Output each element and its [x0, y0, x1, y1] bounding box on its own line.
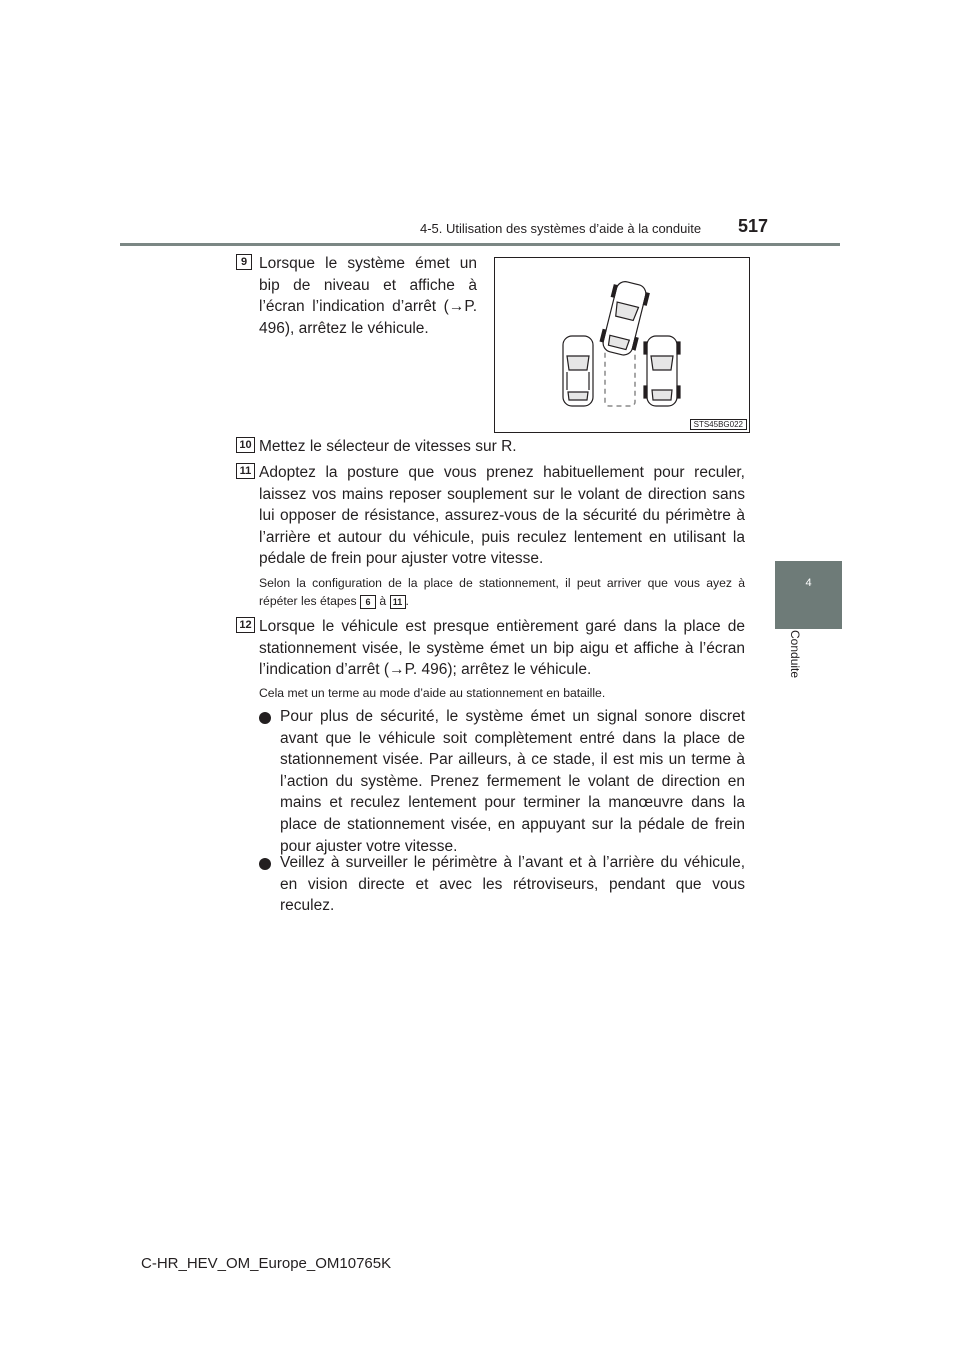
parking-illustration: [494, 257, 750, 433]
document-footer: C-HR_HEV_OM_Europe_OM10765K: [141, 1255, 392, 1272]
chapter-number: 4: [805, 577, 812, 589]
bullet-1-text: Pour plus de sécurité, le système émet un signal sonore discret avant que le véhicule soit complètement entré dans la place de stationnement visée. Par ailleurs, à ce stade, il est mis un terme à l’action du système. Prenez fermement le volant de direction en mains et reculez lentement pour terminer la manœuvre dans la place de stationnement visée, en appuyant sur la pédale de frein pour ajuster votre vitesse.: [280, 708, 745, 855]
step-10-text: Mettez le sélecteur de vitesses sur R.: [259, 438, 517, 455]
step-badge-11: 11: [236, 463, 255, 479]
bullet-icon: [259, 712, 271, 724]
parked-car-right: [644, 336, 680, 406]
parked-car-left: [563, 336, 593, 406]
step-9-text: Lorsque le système émet un bip de niveau et affiche à l’écran l’indication d’arrêt (→P. 496), arrêtez le véhicule.: [259, 255, 477, 337]
step-11-text: Adoptez la posture que vous prenez habituellement pour reculer, laissez vos mains reposer souplement sur le volant de direction sans lui opposer de résistance, assurez-vous de la sécurité du périmètre à l’arrière et autour du véhicule, puis reculez lentement en utilisant la pédale de frein pour ajuster votre vitesse.: [259, 464, 745, 568]
step-badge-10: 10: [236, 437, 255, 453]
section-title: 4-5. Utilisation des systèmes d’aide à la conduite: [420, 221, 702, 236]
step-badge-9: 9: [236, 254, 252, 270]
note-badge-from: 6: [360, 595, 376, 609]
chapter-label: Conduite: [788, 630, 802, 679]
note-text-before: Selon la configuration de la place de stationnement, il peut arriver que vous ayez à répéter les étapes: [259, 576, 745, 608]
bullet-2-text: Veillez à surveiller le périmètre à l’avant et à l’arrière du véhicule, en vision directe et avec les rétroviseurs, pendant que vous reculez.: [280, 854, 745, 915]
figure-code: STS45BG022: [690, 419, 747, 430]
chapter-tab: [775, 561, 842, 629]
note-badge-to: 11: [390, 595, 406, 609]
bullet-icon: [259, 858, 271, 870]
step-11-note: [259, 574, 745, 610]
page-number: 517: [738, 216, 769, 236]
header-divider: [120, 243, 840, 246]
step-12-note: Cela met un terme au mode d’aide au stationnement en bataille.: [259, 686, 606, 700]
maneuvering-car: [598, 279, 650, 358]
parking-diagram: [495, 258, 749, 432]
step-badge-12: 12: [236, 617, 255, 633]
note-text-mid: à: [379, 594, 387, 608]
step-12-text: Lorsque le véhicule est presque entièrement garé dans la place de stationnement visée, le système émet un bip aigu et affiche à l’écran l’indication d’arrêt (→P. 496); arrêtez le véhicule.: [259, 618, 745, 679]
note-text-after: .: [405, 594, 409, 608]
